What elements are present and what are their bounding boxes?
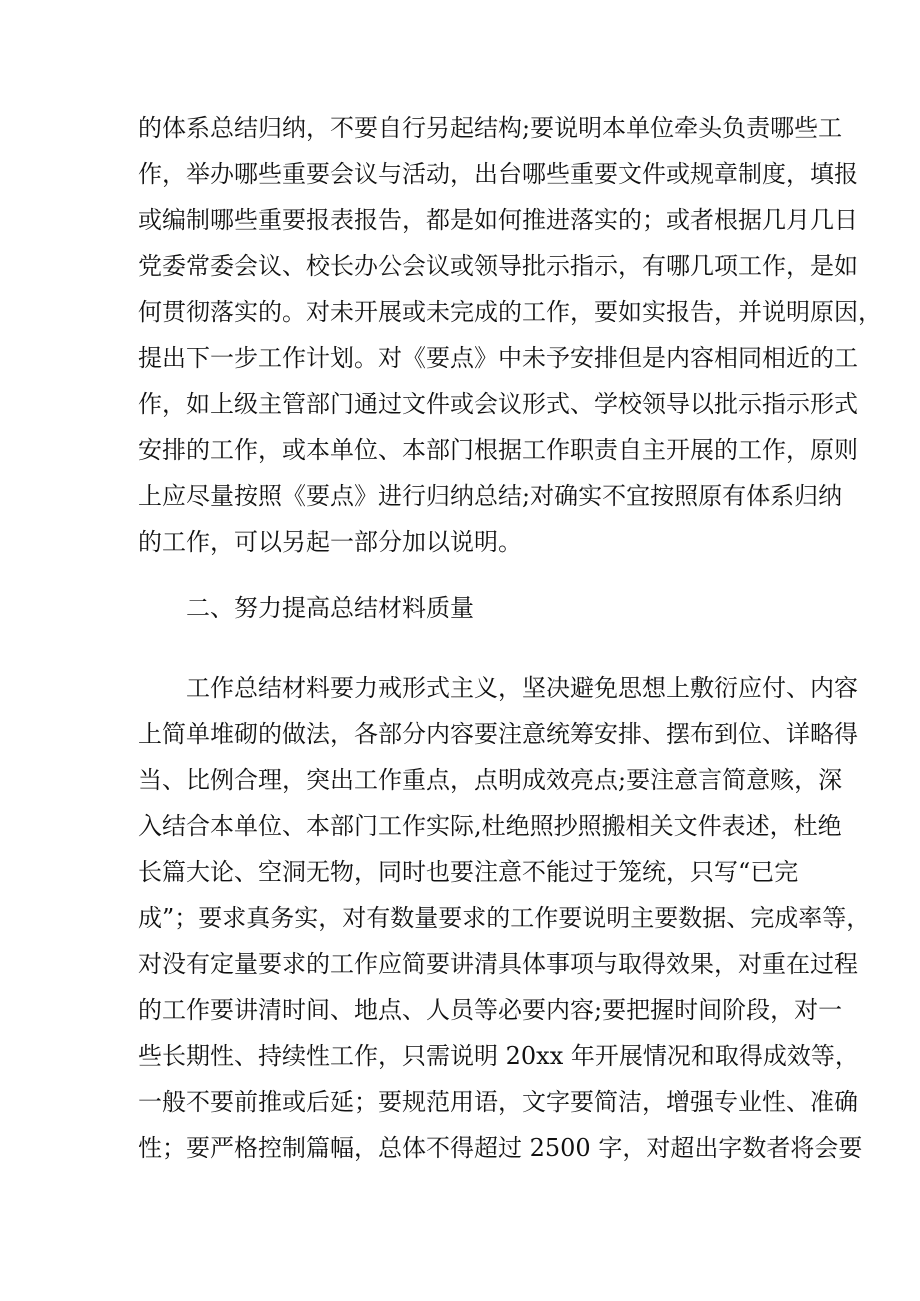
paragraph-1-line-2: 作，举办哪些重要会议与活动，出台哪些重要文件或规章制度，填报 (138, 160, 858, 188)
paragraph-2-line-4: 入结合本单位、本部门工作实际,杜绝照抄照搬相关文件表述，杜绝 (138, 812, 842, 840)
paragraph-1-line-7: 作，如上级主管部门通过文件或会议形式、学校领导以批示指示形式 (138, 390, 858, 418)
paragraph-2-line-2: 上简单堆砌的做法，各部分内容要注意统筹安排、摆布到位、详略得 (138, 720, 858, 748)
paragraph-2-line-11: 性；要严格控制篇幅，总体不得超过 2500 字，对超出字数者将会要 (138, 1134, 863, 1162)
paragraph-1-line-1: 的体系总结归纳，不要自行另起结构;要说明本单位牵头负责哪些工 (138, 114, 843, 142)
paragraph-2-line-1: 工作总结材料要力戒形式主义，坚决避免思想上敷衍应付、内容 (186, 674, 858, 702)
paragraph-1-line-9: 上应尽量按照《要点》进行归纳总结;对确实不宜按照原有体系归纳 (138, 482, 843, 510)
paragraph-2-line-7: 对没有定量要求的工作应简要讲清具体事项与取得效果，对重在过程 (138, 950, 858, 978)
paragraph-2-line-9: 些长期性、持续性工作，只需说明 20xx 年开展情况和取得成效等， (138, 1042, 859, 1070)
paragraph-2-line-3: 当、比例合理，突出工作重点，点明成效亮点;要注意言简意赅，深 (138, 766, 843, 794)
paragraph-1-line-4: 党委常委会议、校长办公会议或领导批示指示，有哪几项工作，是如 (138, 252, 858, 280)
section-heading: 二、努力提高总结材料质量 (186, 594, 474, 622)
paragraph-2-line-8: 的工作要讲清时间、地点、人员等必要内容;要把握时间阶段，对一 (138, 996, 843, 1024)
paragraph-2-line-6: 成”；要求真务实，对有数量要求的工作要说明主要数据、完成率等， (138, 904, 871, 932)
paragraph-1-line-3: 或编制哪些重要报表报告，都是如何推进落实的；或者根据几月几日 (138, 206, 858, 234)
paragraph-2-line-10: 一般不要前推或后延；要规范用语，文字要简洁，增强专业性、准确 (138, 1088, 858, 1116)
paragraph-1-line-6: 提出下一步工作计划。对《要点》中未予安排但是内容相同相近的工 (138, 344, 858, 372)
paragraph-1-line-5: 何贯彻落实的。对未开展或未完成的工作，要如实报告，并说明原因， (138, 298, 882, 326)
paragraph-1-line-10: 的工作，可以另起一部分加以说明。 (138, 528, 522, 556)
paragraph-1-line-8: 安排的工作，或本单位、本部门根据工作职责自主开展的工作，原则 (138, 436, 858, 464)
paragraph-2-line-5: 长篇大论、空洞无物，同时也要注意不能过于笼统，只写“已完 (138, 858, 799, 886)
